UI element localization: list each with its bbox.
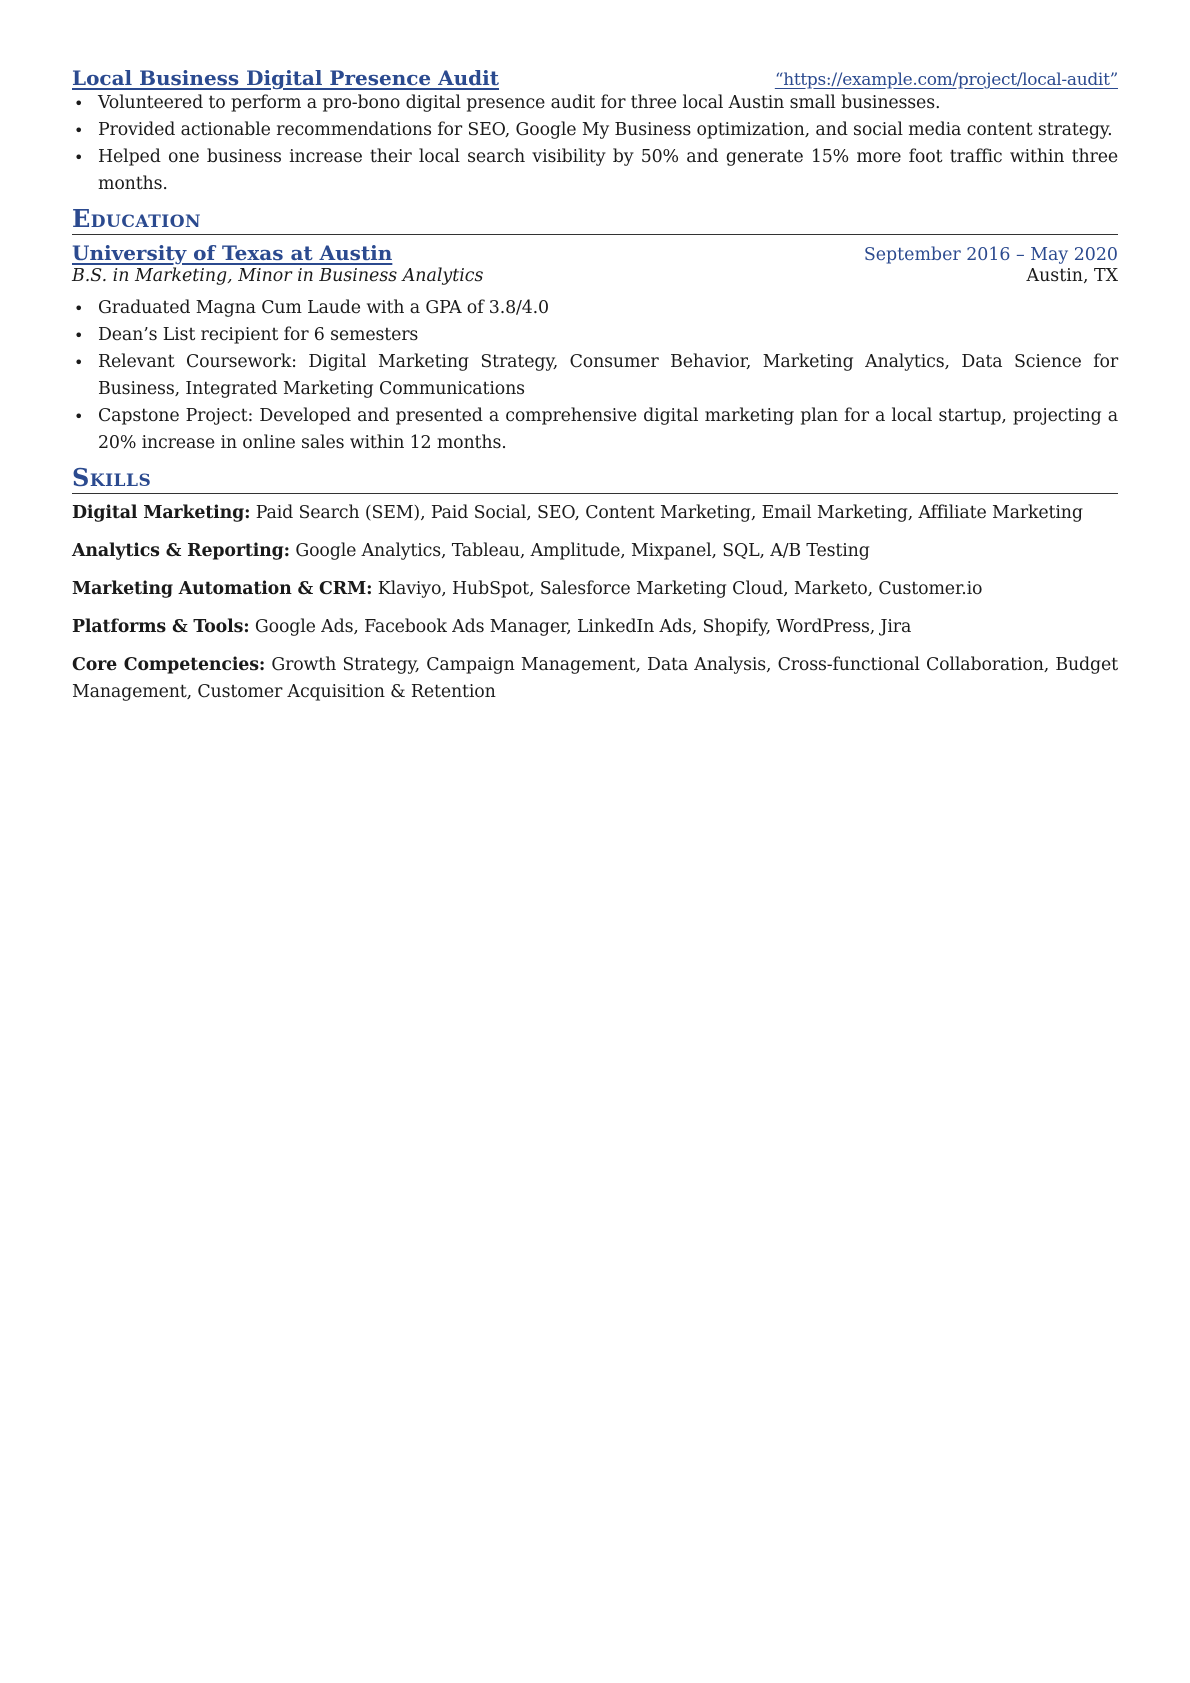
skill-label: Digital Marketing: bbox=[72, 503, 251, 523]
education-bullets bbox=[72, 295, 1118, 457]
skill-label: Core Competencies: bbox=[72, 655, 266, 675]
list-item: • Helped one business increase their local search visibility by 50% and generate 15% more foot traffic within three months. bbox=[98, 144, 1118, 198]
education-header bbox=[72, 241, 1118, 265]
skill-label: Analytics & Reporting: bbox=[72, 541, 290, 561]
project-entry bbox=[72, 66, 1118, 198]
skill-value: Google Ads, Facebook Ads Manager, LinkedIn Ads, Shopify, WordPress, Jira bbox=[254, 617, 912, 637]
project-bullets bbox=[72, 90, 1118, 198]
project-url-link[interactable]: “https://example.com/project/local-audit” bbox=[774, 70, 1118, 90]
skill-value: Paid Search (SEM), Paid Social, SEO, Content Marketing, Email Marketing, Affiliate Marketing bbox=[255, 503, 1083, 523]
skill-line bbox=[72, 614, 1118, 641]
education-dates: September 2016 – May 2020 bbox=[863, 245, 1118, 265]
skill-value: Growth Strategy, Campaign Management, Data Analysis, Cross-functional Collaboration, Budget Management, Customer Acquisition & Retention bbox=[72, 655, 1118, 702]
education-location: Austin, TX bbox=[1026, 266, 1118, 286]
skill-line bbox=[72, 652, 1118, 706]
list-item: • Capstone Project: Developed and presented a comprehensive digital marketing plan for a local startup, projecting a 20% increase in online sales within 12 months. bbox=[98, 403, 1118, 457]
skill-line bbox=[72, 576, 1118, 603]
skill-line bbox=[72, 500, 1118, 527]
skills-list bbox=[72, 500, 1118, 706]
list-item: • Provided actionable recommendations for SEO, Google My Business optimization, and social media content strategy. bbox=[98, 117, 1118, 144]
school-name-link[interactable]: University of Texas at Austin bbox=[72, 241, 393, 265]
skill-label: Platforms & Tools: bbox=[72, 617, 250, 637]
skills-section bbox=[72, 464, 1118, 706]
project-title-link[interactable]: Local Business Digital Presence Audit bbox=[72, 66, 500, 90]
list-item: • Relevant Coursework: Digital Marketing Strategy, Consumer Behavior, Marketing Analytics, Data Science for Business, Integrated Marketing Communications bbox=[98, 349, 1118, 403]
resume-page bbox=[72, 66, 1118, 717]
education-section bbox=[72, 205, 1118, 457]
list-item: • Graduated Magna Cum Laude with a GPA of 3.8/4.0 bbox=[98, 295, 1118, 322]
project-header bbox=[72, 66, 1118, 90]
section-heading-skills: Skills bbox=[72, 464, 1118, 494]
list-item: • Dean’s List recipient for 6 semesters bbox=[98, 322, 1118, 349]
skill-line bbox=[72, 538, 1118, 565]
skill-value: Google Analytics, Tableau, Amplitude, Mixpanel, SQL, A/B Testing bbox=[295, 541, 870, 561]
skill-value: Klaviyo, HubSpot, Salesforce Marketing Cloud, Marketo, Customer.io bbox=[377, 579, 983, 599]
education-subheader bbox=[72, 266, 1118, 286]
section-heading-education: Education bbox=[72, 205, 1118, 235]
skill-label: Marketing Automation & CRM: bbox=[72, 579, 373, 599]
degree-text: B.S. in Marketing, Minor in Business Analytics bbox=[72, 266, 484, 286]
list-item: • Volunteered to perform a pro-bono digital presence audit for three local Austin small businesses. bbox=[98, 90, 1118, 117]
